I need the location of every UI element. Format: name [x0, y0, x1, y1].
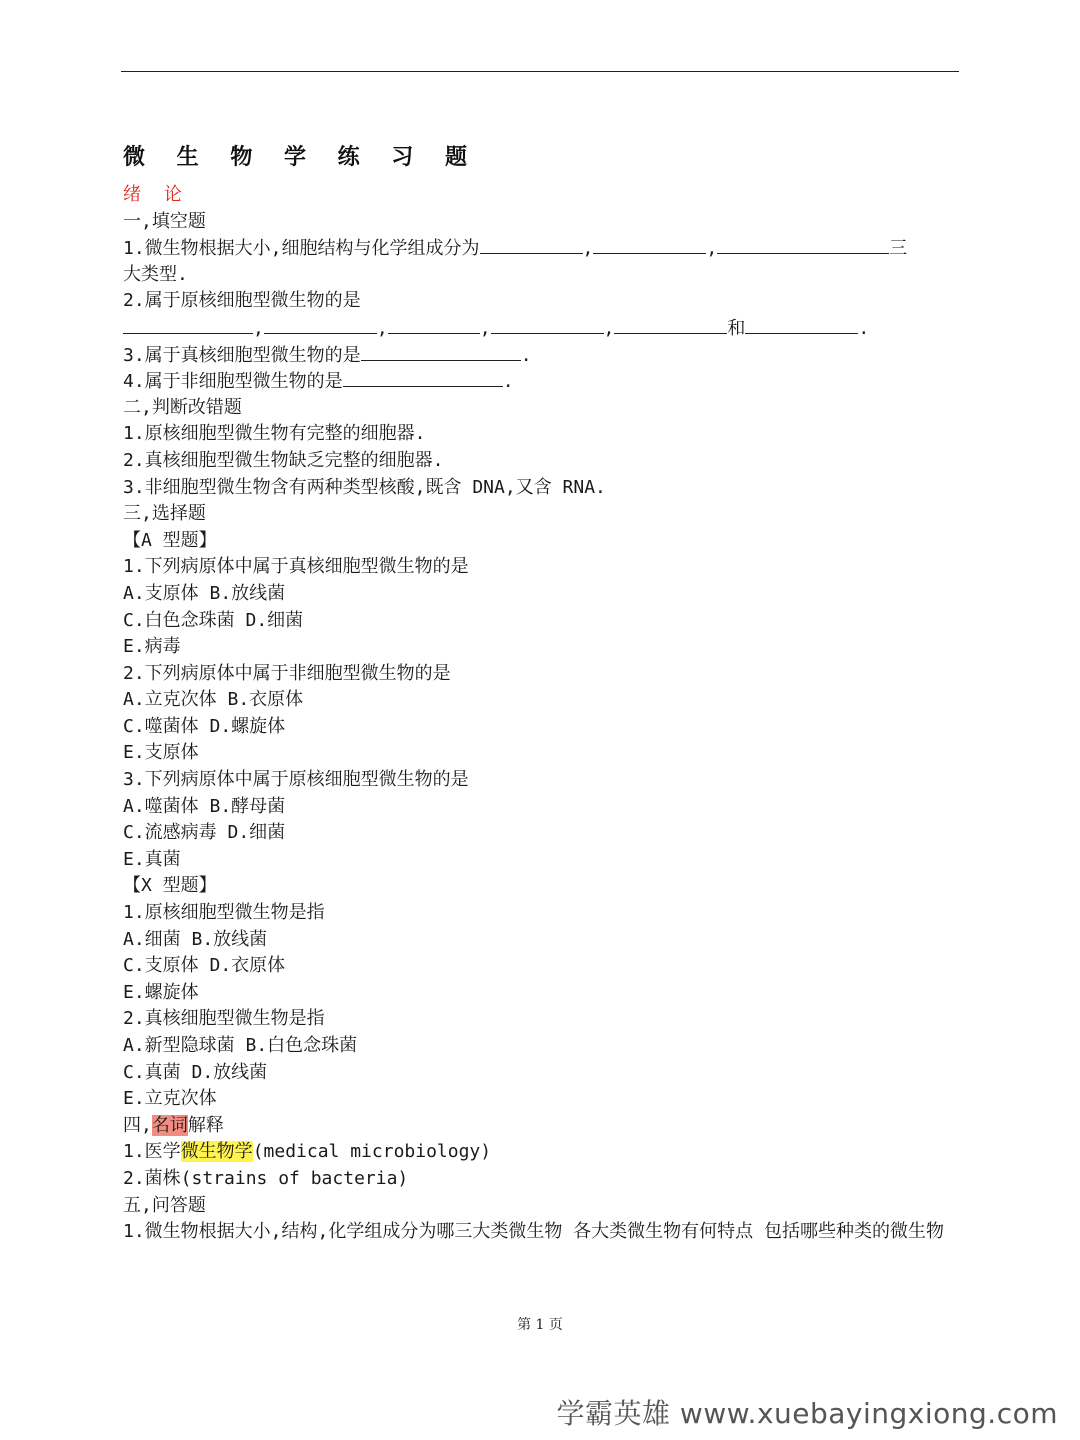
fill-blank-question-2: 2.属于原核细胞型微生物的是: [123, 290, 361, 312]
fill-blank-question-1-continued: 大类型.: [123, 263, 188, 285]
a-type-heading: 【A 型题】: [123, 529, 217, 551]
header-rule: [121, 71, 959, 72]
true-false-item: 1.原核细胞型微生物有完整的细胞器.: [123, 423, 426, 445]
question-text: 4.属于非细胞型微生物的是: [123, 371, 343, 393]
choice-line: C.支原体 D.衣原体: [123, 955, 286, 977]
choice-line: 3.下列病原体中属于原核细胞型微生物的是: [123, 769, 469, 791]
answer-blank: [480, 235, 583, 254]
answer-blank: [388, 315, 480, 334]
fill-blank-question-2-blanks: , , , , 和 .: [123, 315, 959, 342]
question-tail: 三: [889, 238, 908, 260]
choice-line: A.新型隐球菌 B.白色念珠菌: [123, 1035, 358, 1056]
choice-line: C.流感病毒 D.细菌: [123, 822, 286, 844]
answer-blank: [745, 315, 858, 334]
fill-blank-question-4: 4.属于非细胞型微生物的是 .: [123, 368, 959, 395]
answer-blank: [491, 315, 604, 334]
choice-line: E.病毒: [123, 636, 181, 658]
choice-line: 1.下列病原体中属于真核细胞型微生物的是: [123, 556, 469, 578]
highlighted-text: 名词: [151, 1114, 188, 1136]
heading-suffix: 解释: [187, 1114, 224, 1136]
choice-line: A.支原体 B.放线菌: [123, 582, 286, 604]
section-heading-fill-blank: 一,填空题: [123, 210, 206, 232]
watermark: 学霸英雄 www.xuebayingxiong.com: [556, 1397, 1058, 1430]
choice-line: A.立克次体 B.衣原体: [123, 689, 304, 711]
term-prefix: 1.医学: [123, 1141, 181, 1163]
choice-line: 1.原核细胞型微生物是指: [123, 902, 325, 924]
choice-line: A.噬菌体 B.酵母菌: [123, 795, 286, 817]
fill-blank-question-3: 3.属于真核细胞型微生物的是 .: [123, 342, 959, 369]
heading-prefix: 四,: [123, 1114, 152, 1136]
conjunction: 和: [727, 317, 746, 339]
question-text: 1.微生物根据大小,细胞结构与化学组成分为: [123, 238, 480, 260]
choice-line: C.噬菌体 D.螺旋体: [123, 715, 286, 737]
section-heading-true-false: 二,判断改错题: [123, 396, 242, 418]
choice-line: E.真菌: [123, 848, 181, 870]
choice-line: C.真菌 D.放线菌: [123, 1061, 268, 1083]
choice-line: 2.下列病原体中属于非细胞型微生物的是: [123, 662, 451, 684]
section-heading-multiple-choice: 三,选择题: [123, 503, 206, 525]
term-suffix: (medical microbiology): [252, 1141, 492, 1163]
choice-line: E.立克次体: [123, 1088, 217, 1110]
section-heading-term-definition: [123, 1113, 959, 1140]
question-text: 3.属于真核细胞型微生物的是: [123, 344, 361, 366]
term-item: 2.菌株(strains of bacteria): [123, 1167, 409, 1189]
choice-line: C.白色念珠菌 D.细菌: [123, 609, 304, 631]
fill-blank-question-1: 1.微生物根据大小,细胞结构与化学组成分为 , , 三: [123, 235, 959, 262]
x-type-heading: 【X 型题】: [123, 875, 217, 897]
essay-question: 1.微生物根据大小,结构,化学组成分为哪三大类微生物 各大类微生物有何特点 包括哪些种类的微生物: [123, 1221, 945, 1243]
true-false-item: 3.非细胞型微生物含有两种类型核酸,既含 DNA,又含 RNA.: [123, 476, 606, 498]
chapter-heading: 绪 论: [123, 184, 188, 205]
choice-line: 2.真核细胞型微生物是指: [123, 1008, 325, 1030]
section-heading-essay: 五,问答题: [123, 1194, 206, 1216]
answer-blank: [123, 315, 253, 334]
answer-blank: [614, 315, 727, 334]
answer-blank: [264, 315, 377, 334]
choice-line: E.螺旋体: [123, 981, 199, 1003]
document-title: 微 生 物 学 练 习 题: [123, 144, 479, 170]
page-number: 第 1 页: [517, 1317, 563, 1333]
answer-blank: [343, 368, 503, 387]
true-false-item: 2.真核细胞型微生物缺乏完整的细胞器.: [123, 449, 444, 471]
choice-line: E.支原体: [123, 742, 199, 764]
highlighted-text: 微生物学: [180, 1141, 253, 1163]
answer-blank: [717, 235, 889, 254]
document-body: [123, 182, 959, 1246]
answer-blank: [361, 342, 521, 361]
term-item: [123, 1139, 959, 1166]
choice-line: A.细菌 B.放线菌: [123, 928, 268, 950]
answer-blank: [593, 235, 706, 254]
